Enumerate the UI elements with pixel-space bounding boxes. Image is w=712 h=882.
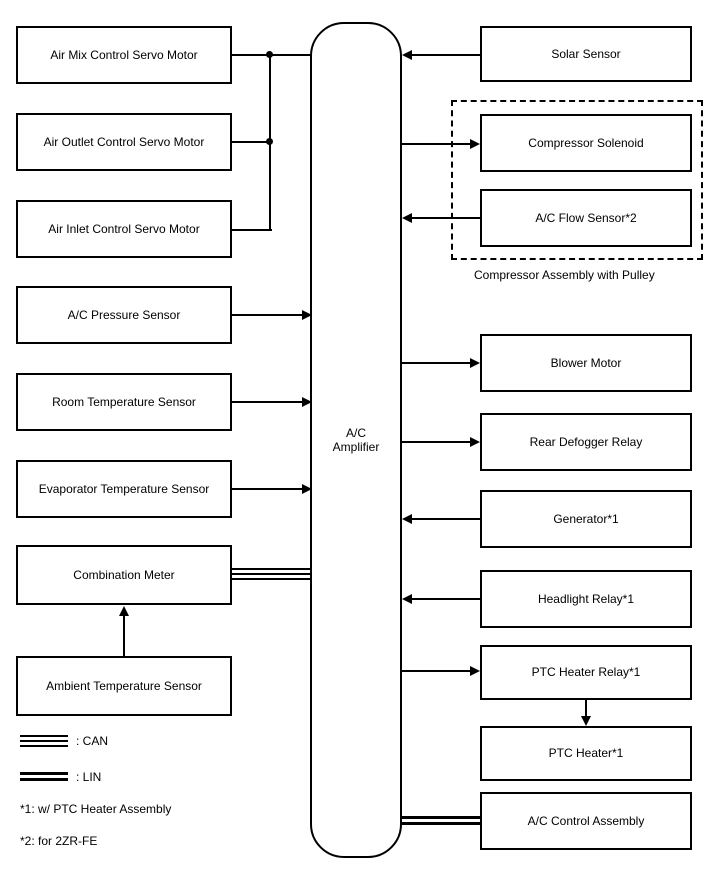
box-ambient-temperature-sensor (16, 656, 232, 716)
box-headlight-relay (480, 570, 692, 628)
box-room-temperature-sensor (16, 373, 232, 431)
ambient-temp-sensor-arrow (119, 606, 129, 616)
ptc-heater-relay-line (402, 670, 470, 672)
rear-defogger-relay-arrow (470, 437, 480, 447)
box-compressor-solenoid (480, 114, 692, 172)
box-label: PTC Heater*1 (548, 746, 624, 760)
room-temp-sensor-line (232, 401, 302, 403)
lin-bus-legend-label: : LIN (76, 770, 102, 784)
ac-amplifier-box (310, 22, 402, 858)
can-bus-symbol (20, 735, 68, 747)
ac-control-assembly-lin-bus (402, 816, 480, 826)
headlight-relay-arrow (402, 594, 412, 604)
ac-amplifier-label-line2: Amplifier (332, 440, 380, 454)
ambient-temp-sensor-line (123, 615, 125, 660)
box-ac-pressure-sensor (16, 286, 232, 344)
box-air-outlet-control-servo-motor (16, 113, 232, 171)
rear-defogger-relay-line (402, 441, 470, 443)
lin-bus-symbol (20, 772, 68, 782)
box-label: Generator*1 (553, 511, 619, 526)
box-air-mix-control-servo-motor (16, 26, 232, 84)
box-label: Solar Sensor (551, 46, 621, 61)
box-generator (480, 490, 692, 548)
box-ptc-heater-relay (480, 645, 692, 700)
box-label: Air Inlet Control Servo Motor (48, 221, 200, 236)
box-ptc-heater (480, 726, 692, 781)
generator-line (412, 518, 480, 520)
blower-motor-line (402, 362, 470, 364)
can-bus-legend-label: : CAN (76, 734, 109, 748)
box-label: Combination Meter (73, 567, 175, 582)
box-ac-control-assembly (480, 792, 692, 850)
box-label: Air Outlet Control Servo Motor (43, 134, 205, 149)
box-label: PTC Heater Relay*1 (531, 665, 641, 679)
compressor-assembly-caption: Compressor Assembly with Pulley (474, 268, 655, 282)
box-label: Rear Defogger Relay (529, 434, 643, 449)
box-label: A/C Pressure Sensor (67, 307, 181, 322)
box-label: Compressor Solenoid (528, 135, 644, 150)
box-label: Blower Motor (550, 355, 622, 370)
evaporator-temp-sensor-line (232, 488, 302, 490)
box-evaporator-temperature-sensor (16, 460, 232, 518)
air-inlet-servo-line (232, 229, 272, 231)
box-label: Ambient Temperature Sensor (46, 678, 202, 693)
footnote-1: *1: w/ PTC Heater Assembly (20, 802, 172, 816)
junction-dot-air-outlet (266, 138, 273, 145)
box-label: A/C Control Assembly (527, 813, 645, 828)
ptc-heater-link-arrow (581, 716, 591, 726)
ptc-heater-relay-arrow (470, 666, 480, 676)
combination-meter-can-bus (232, 568, 312, 580)
box-label: Room Temperature Sensor (52, 394, 196, 409)
box-rear-defogger-relay (480, 413, 692, 471)
box-label: Air Mix Control Servo Motor (50, 47, 198, 62)
junction-dot-air-mix (266, 51, 273, 58)
servo-bus-to-amp (269, 54, 312, 56)
blower-motor-arrow (470, 358, 480, 368)
box-label: Headlight Relay*1 (537, 591, 635, 606)
box-solar-sensor (480, 26, 692, 82)
pressure-sensor-line (232, 314, 302, 316)
headlight-relay-line (412, 598, 480, 600)
solar-sensor-arrow (402, 50, 412, 60)
box-air-inlet-control-servo-motor (16, 200, 232, 258)
box-label: Evaporator Temperature Sensor (38, 481, 210, 496)
ac-amplifier-label-line1: A/C (345, 426, 366, 440)
flow-sensor-arrow (402, 213, 412, 223)
generator-arrow (402, 514, 412, 524)
footnote-2: *2: for 2ZR-FE (20, 834, 98, 848)
box-blower-motor (480, 334, 692, 392)
box-label: A/C Flow Sensor*2 (535, 210, 637, 225)
box-combination-meter (16, 545, 232, 605)
solar-sensor-line (412, 54, 480, 56)
box-ac-flow-sensor (480, 189, 692, 247)
